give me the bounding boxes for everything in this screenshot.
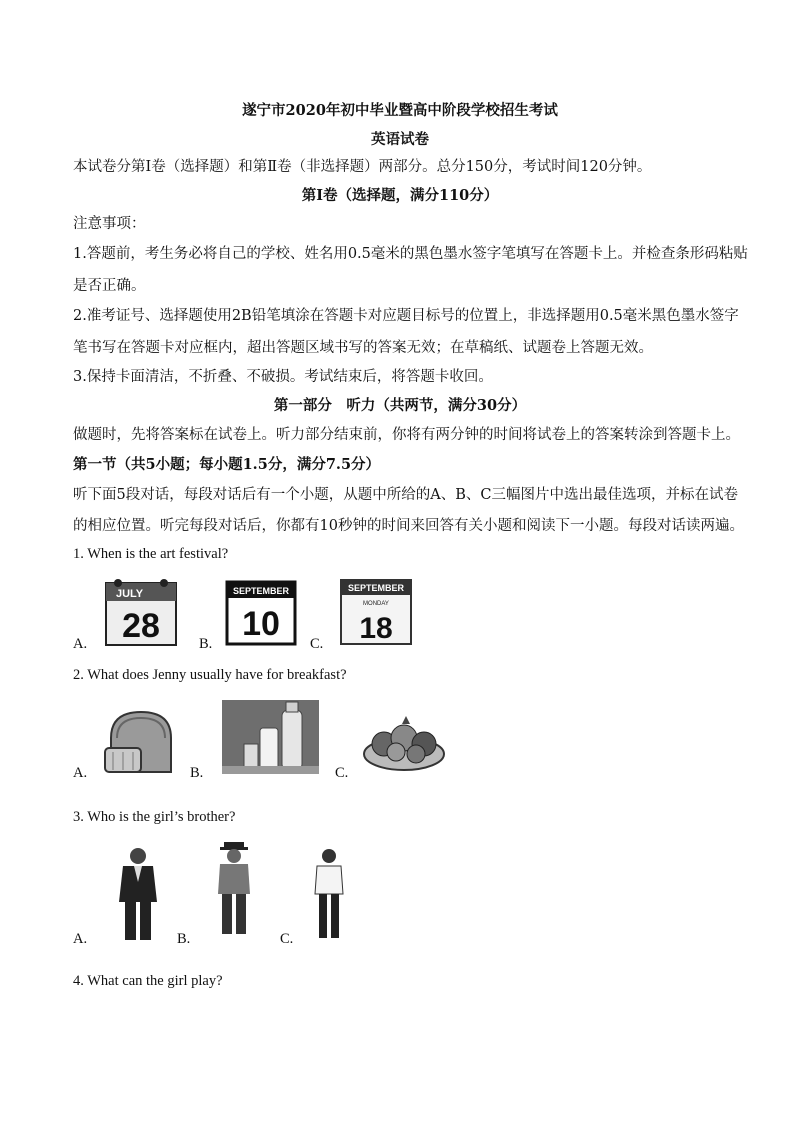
man-with-hat-image[interactable] (210, 840, 258, 938)
exam-intro: 本试卷分第Ⅰ卷（选择题）和第Ⅱ卷（非选择题）两部分。总分150分，考试时间120分钟。 (73, 159, 652, 175)
q3-option-b[interactable]: B. (177, 931, 191, 947)
bread-image[interactable] (103, 708, 177, 776)
note-3: 3.保持卡面清洁，不折叠、不破损。考试结束后，将答题卡收回。 (73, 369, 493, 385)
calendar-month: SEPTEMBER (347, 583, 405, 593)
q2-option-b[interactable]: B. (190, 765, 204, 781)
q3-option-a[interactable]: A. (73, 931, 88, 947)
question-3-text: 3. Who is the girl’s brother? (73, 809, 236, 825)
note-1-line-2: 是否正确。 (73, 278, 146, 294)
calendar-month: SEPTEMBER (232, 586, 290, 596)
fruit-image[interactable] (362, 712, 446, 772)
q1-option-b[interactable]: B. (199, 636, 213, 652)
man-in-suit-image[interactable] (113, 846, 163, 942)
calendar-weekday: MONDAY (363, 601, 389, 607)
milk-image[interactable] (222, 700, 319, 774)
note-2-line-2: 笔书写在答题卡对应框内，超出答题区域书写的答案无效；在草稿纸、试题卷上答题无效。 (73, 340, 653, 356)
calendar-day: 18 (359, 612, 393, 645)
part1-heading: 第Ⅰ卷（选择题，满分110分） (301, 187, 499, 204)
calendar-day: 10 (242, 605, 280, 643)
q1-option-a[interactable]: A. (73, 636, 88, 652)
calendar-day: 28 (122, 607, 160, 645)
section1-heading: 第一节（共5小题；每小题1.5分，满分7.5分） (73, 456, 381, 473)
q2-option-a[interactable]: A. (73, 765, 88, 781)
note-1-line-1: 1.答题前，考生务必将自己的学校、姓名用0.5毫米的黑色墨水签字笔填写在答题卡上。并检查条形码粘贴 (73, 246, 748, 262)
q1-option-c[interactable]: C. (310, 636, 324, 652)
question-4-text: 4. What can the girl play? (73, 973, 223, 989)
calendar-july-28-image[interactable] (104, 575, 178, 647)
note-2-line-1: 2.准考证号、选择题使用2B铅笔填涂在答题卡对应题目标号的位置上，非选择题用0.5毫米黑色墨水签字 (73, 308, 739, 324)
exam-subtitle: 英语试卷 (371, 131, 429, 148)
boy-image[interactable] (309, 846, 349, 942)
q2-option-c[interactable]: C. (335, 765, 349, 781)
question-1-text: 1. When is the art festival? (73, 546, 229, 562)
calendar-month: JULY (116, 588, 144, 600)
section1-instr-line-2: 的相应位置。听完每段对话后，你都有10秒钟的时间来回答有关小题和阅读下一小题。每段对话读两遍。 (73, 518, 744, 534)
listening-heading: 第一部分 听力（共两节，满分30分） (273, 397, 527, 414)
calendar-september-10-image[interactable] (225, 580, 297, 646)
question-2-text: 2. What does Jenny usually have for breakfast? (73, 667, 347, 683)
calendar-september-18-image[interactable] (339, 578, 413, 646)
notes-heading: 注意事项： (73, 216, 146, 232)
section1-instr-line-1: 听下面5段对话，每段对话后有一个小题，从题中所给的A、B、C三幅图片中选出最佳选项，并标在试卷 (73, 487, 738, 503)
listening-instruction: 做题时，先将答案标在试卷上。听力部分结束前，你将有两分钟的时间将试卷上的答案转涂到答题卡上。 (73, 427, 740, 443)
q3-option-c[interactable]: C. (280, 931, 294, 947)
exam-title: 遂宁市2020年初中毕业暨高中阶段学校招生考试 (242, 102, 558, 119)
